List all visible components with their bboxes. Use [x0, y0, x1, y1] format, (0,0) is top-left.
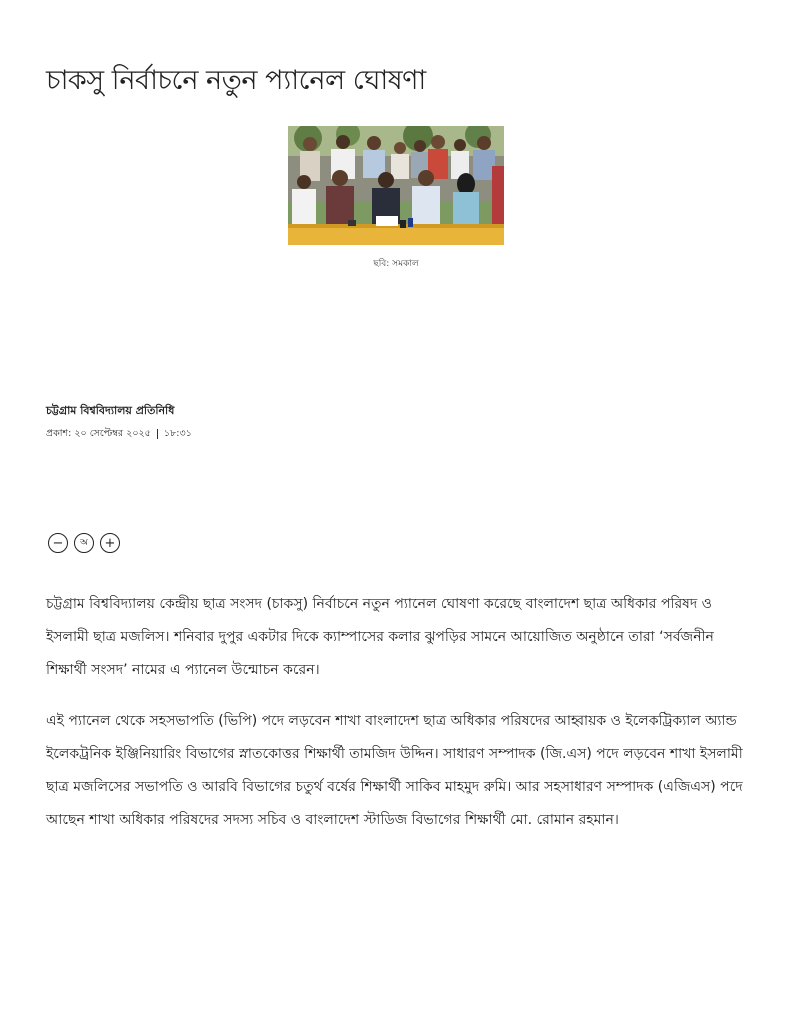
font-decrease-button[interactable]: − — [48, 533, 68, 553]
article-body — [46, 588, 756, 855]
article-headline: চাকসু নির্বাচনে নতুন প্যানেল ঘোষণা — [46, 65, 426, 96]
font-increase-button[interactable]: + — [100, 533, 120, 553]
press-conference-photo — [288, 126, 504, 245]
photo-caption: ছবি: সমকাল — [373, 259, 419, 269]
publish-time: ১৮:৩১ — [163, 428, 192, 439]
article-paragraph-2: এই প্যানেল থেকে সহসভাপতি (ভিপি) পদে লড়বেন শাখা বাংলাদেশ ছাত্র অধিকার পরিষদের আহ্বায়ক ও ইলেকট্রিক্যাল অ্যান্ড ইলেকট্রনিক ইঞ্জিনিয়ারিং বিভাগের স্নাতকোত্তর শিক্ষার্থী তামজিদ উদ্দিন। সাধারণ সম্পাদক (জি.এস) পদে লড়বেন শাখা ইসলামী ছাত্র মজলিসের সভাপতি ও আরবি বিভাগের চতুর্থ বর্ষের শিক্ষার্থী সাকিব মাহমুদ রুমি। আর সহসাধারণ সম্পাদক (এজিএস) পদে আছেন শাখা অধিকার পরিষদের সদস্য সচিব ও বাংলাদেশ স্টাডিজ বিভাগের শিক্ষার্থী মো. রোমান রহমান। — [46, 713, 743, 828]
publish-separator — [157, 429, 158, 439]
article-photo[interactable] — [288, 126, 504, 245]
font-size-controls — [48, 533, 120, 553]
article-author: চট্টগ্রাম বিশ্ববিদ্যালয় প্রতিনিধি — [46, 404, 175, 417]
font-reset-button[interactable]: অ — [74, 533, 94, 553]
article-paragraph-1: চট্টগ্রাম বিশ্ববিদ্যালয় কেন্দ্রীয় ছাত্র সংসদ (চাকসু) নির্বাচনে নতুন প্যানেল ঘোষণা করেছে বাংলাদেশ ছাত্র অধিকার পরিষদ ও ইসলামী ছাত্র মজলিস। শনিবার দুপুর একটার দিকে ক্যাম্পাসের কলার ঝুপড়ির সামনে আয়োজিত অনুষ্ঠানে তারা ‘সর্বজনীন শিক্ষার্থী সংসদ’ নামের এ প্যানেল উন্মোচন করেন। — [46, 596, 714, 678]
publish-info — [46, 427, 192, 442]
publish-date: প্রকাশ: ২০ সেপ্টেম্বর ২০২৫ — [46, 428, 151, 439]
